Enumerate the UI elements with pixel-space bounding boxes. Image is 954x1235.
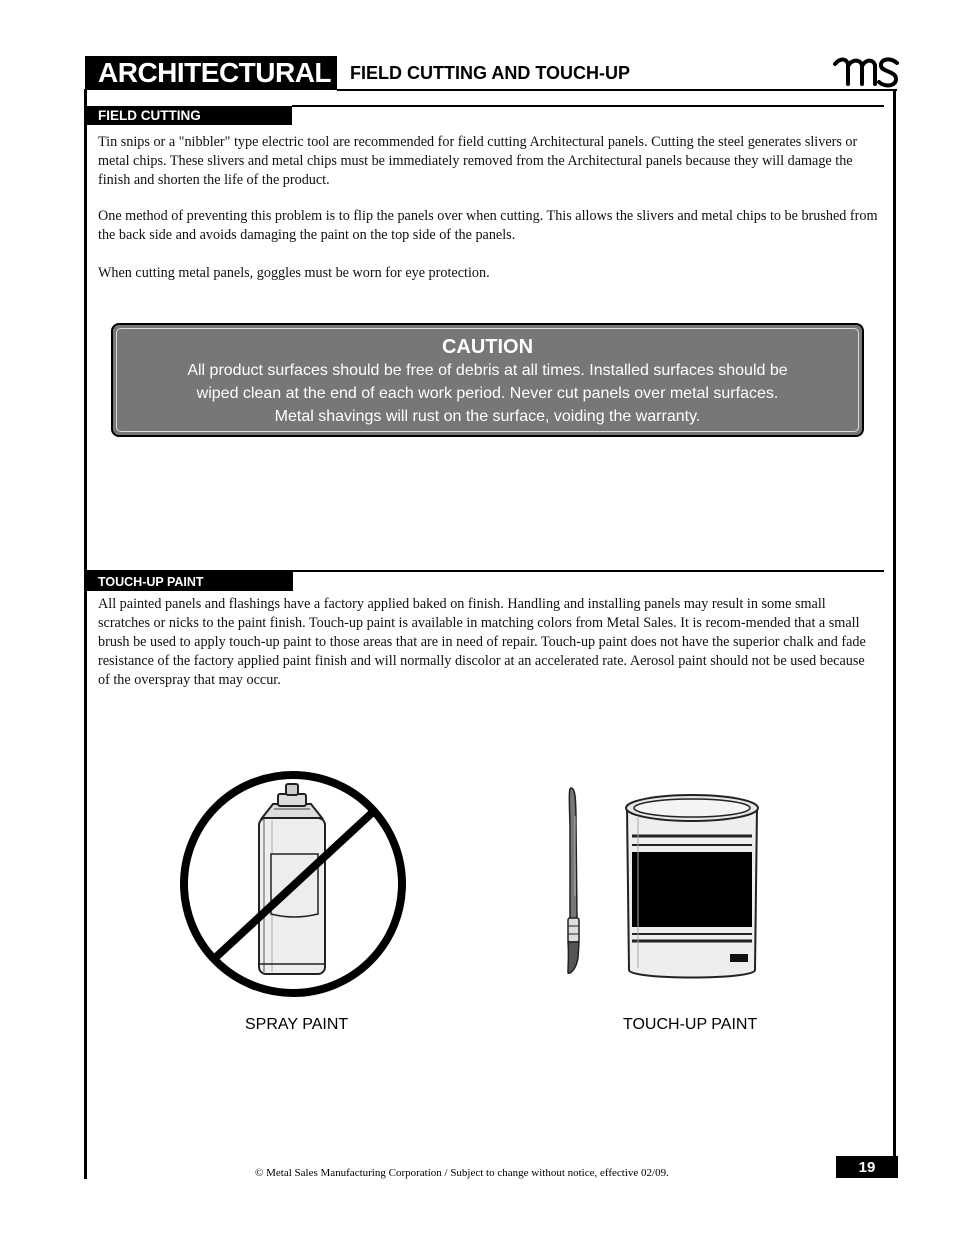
paragraph: One method of preventing this problem is to flip the panels over when cutting. This allows the slivers and metal chips to be brushed from the back side and avoids damaging the paint on the top side of the panels. — [98, 208, 878, 243]
metal-sales-logo — [832, 54, 900, 90]
section-heading-field-cutting: FIELD CUTTING — [85, 106, 292, 125]
footer-copyright: © Metal Sales Manufacturing Corporation / Subject to change without notice, effective 02/09. — [255, 1167, 669, 1179]
no-spray-paint-icon — [178, 768, 410, 1000]
page-number: 19 — [836, 1156, 898, 1178]
paint-brush-icon — [559, 786, 589, 976]
caution-line: Metal shavings will rust on the surface, voiding the warranty. — [274, 408, 701, 425]
page-title: FIELD CUTTING AND TOUCH-UP — [350, 63, 630, 83]
page-frame-right — [893, 89, 896, 1156]
caution-title: CAUTION — [441, 336, 534, 358]
paint-can-icon — [622, 792, 762, 984]
section-rule — [292, 105, 884, 107]
spray-paint-caption: SPRAY PAINT — [245, 1016, 349, 1033]
caution-box — [111, 323, 864, 437]
logo-text: ms — [866, 88, 868, 89]
touch-up-paint-caption: TOUCH-UP PAINT — [623, 1016, 758, 1033]
paragraph: All painted panels and flashings have a factory applied baked on finish. Handling and installing panels may result in some small scratches or nicks to the paint finish. Touch-up paint is available in matching colors from Metal Sales. It is recom-mended that a small brush be used to apply touch-up paint to those areas that are in need of repair. Touch-up paint does not have the superior chalk and fade resistance of the factory applied paint finish and will normally discolor at an accelerated rate. Aerosol paint should not be used because of the overspray that may occur. — [98, 596, 866, 688]
brand-label: ARCHITECTURAL — [85, 56, 337, 90]
page-frame-left — [84, 89, 87, 1179]
paragraph: When cutting metal panels, goggles must be worn for eye protection. — [98, 265, 490, 281]
paragraph: Tin snips or a "nibbler" type electric tool are recommended for field cutting Architectural panels. Cutting the steel generates slivers or metal chips. These slivers and metal chips must be immediately removed from the Architectural panels because they will damage the finish and shorten the life of the product. — [98, 134, 858, 188]
caution-line: All product surfaces should be free of debris at all times. Installed surfaces should be — [187, 362, 788, 379]
header-rule — [337, 89, 897, 91]
section-heading-touch-up: TOUCH-UP PAINT — [85, 572, 293, 591]
caution-line: wiped clean at the end of each work period. Never cut panels over metal surfaces. — [196, 385, 779, 402]
